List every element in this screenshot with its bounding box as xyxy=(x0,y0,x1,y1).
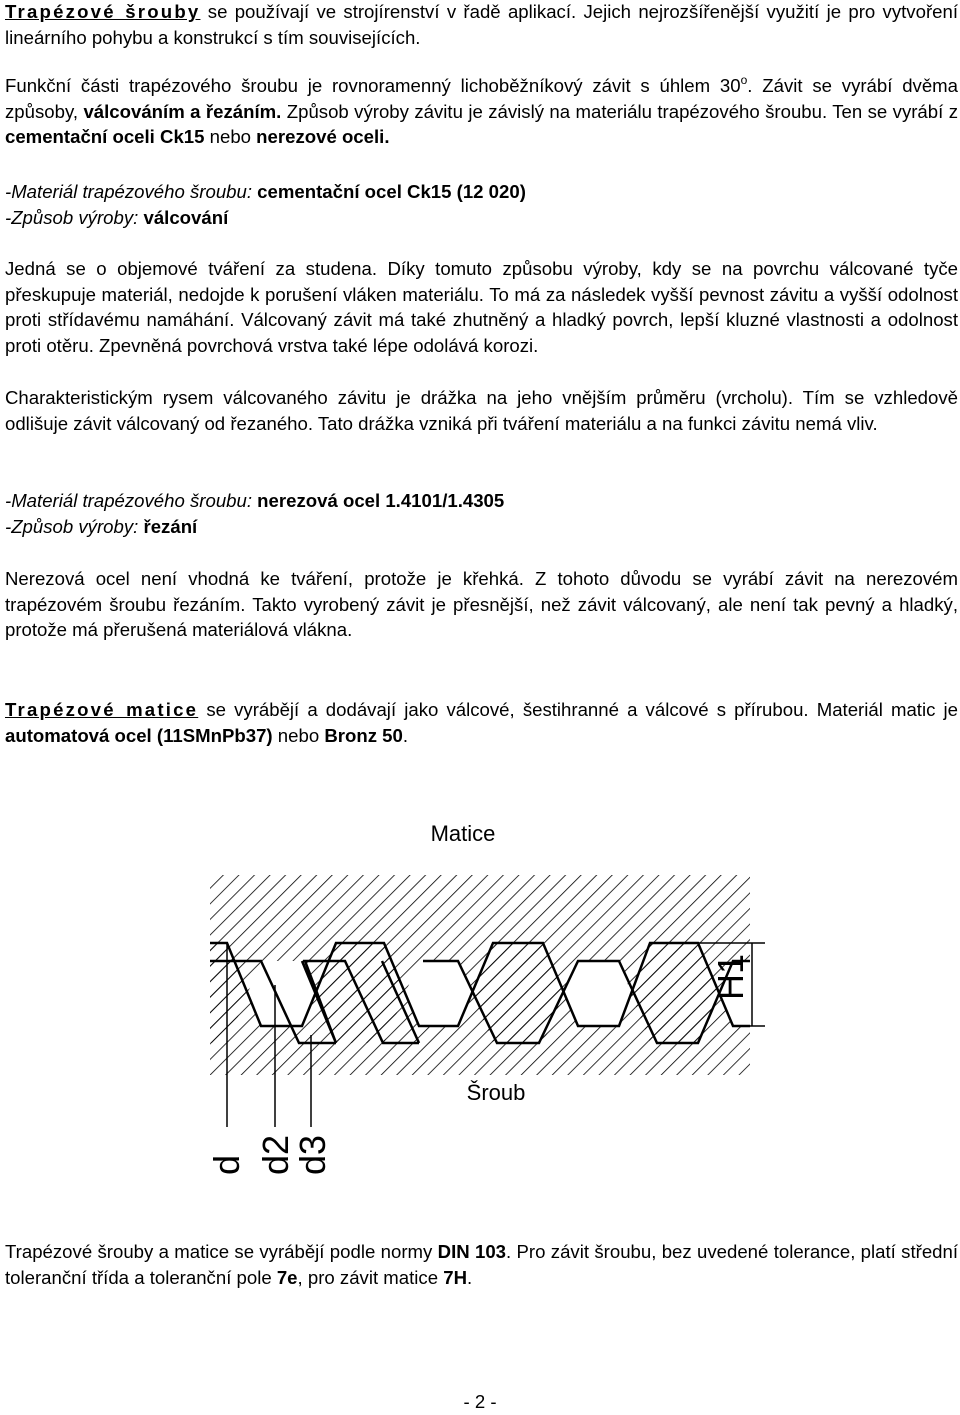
rolled-material-line: -Materiál trapézového šroubu: cementační ocel Ck15 (12 020) xyxy=(5,181,526,202)
nuts-heading: Trapézové matice xyxy=(5,699,199,720)
intro-paragraph: Trapézové šrouby se používají ve strojírenství v řadě aplikací. Jejich nejrozšířenější využití je pro vytvoření lineárního pohybu a konstrukcí s tím souvisejících. xyxy=(5,1,958,48)
rolled-paragraph-2: Charakteristickým rysem válcovaného závitu je drážka na jeho vnějším průměru (vrcholu). Tím se vzhledově odlišuje závit válcovaný od řezaného. Tato drážka vzniká při tváření materiálu a na funkci závitu nemá vliv. xyxy=(5,387,958,434)
d3-label: d3 xyxy=(292,1134,333,1175)
cut-material-line: -Materiál trapézového šroubu: nerezová ocel 1.4101/1.4305 xyxy=(5,490,505,511)
page-number: - 2 - xyxy=(463,1391,497,1412)
screw-label: Šroub xyxy=(466,1080,526,1105)
rolled-method-line: -Způsob výroby: válcování xyxy=(5,207,229,228)
cut-paragraph: Nerezová ocel není vhodná ke tváření, protože je křehká. Z tohoto důvodu se vyrábí závit na nerezovém trapézovém šroubu řezáním. Takto vyrobený závit je přesnější, než závit válcovaný, ale není tak pevný a hladký, protože má přerušená materiálová vlákna. xyxy=(5,568,958,641)
thread-profile-figure xyxy=(205,815,770,1185)
rolled-paragraph-1: Jedná se o objemové tváření za studena. Díky tomuto způsobu výroby, kdy se na povrchu válcované tyče přeskupuje materiál, nedojde k porušení vláken materiálu. To má za následek vyšší pevnost závitu a vyšší odolnost proti střídavému namáhání. Válcovaný závit má také zhutněný a hladký povrch, lepší kluzné vlastnosti a odolnost proti otěru. Zpevněná povrchová vrstva také lépe odolává korozi. xyxy=(5,258,958,356)
norm-paragraph: Trapézové šrouby a matice se vyrábějí podle normy DIN 103. Pro závit šroubu, bez uvedené tolerance, platí střední toleranční třída a toleranční pole 7e, pro závit matice 7H. xyxy=(5,1241,959,1288)
nuts-paragraph: Trapézové matice se vyrábějí a dodávají jako válcové, šestihranné a válcové s přírubou. Materiál matic je automatová ocel (11SMnPb37) nebo Bronz 50. xyxy=(5,699,958,746)
degree-mark: o xyxy=(740,73,748,87)
d-label: d xyxy=(206,1154,247,1175)
h1-label: H1 xyxy=(710,953,751,1000)
screws-heading: Trapézové šrouby xyxy=(5,1,201,22)
thread-profile-drawing xyxy=(205,815,770,1185)
cut-method-line: -Způsob výroby: řezání xyxy=(5,516,198,537)
nut-label: Matice xyxy=(430,821,496,846)
d2-label: d2 xyxy=(255,1134,296,1175)
functional-paragraph: Funkční části trapézového šroubu je rovnoramenný lichoběžníkový závit s úhlem 30$^o$. Závit se vyrábí dvěma způsoby, válcováním a řezáním. Způsob výroby závitu je závislý na materiálu trapézového šroubu. Ten se vyrábí z cementační oceli Ck15 nebo nerezové oceli. xyxy=(5,73,958,148)
